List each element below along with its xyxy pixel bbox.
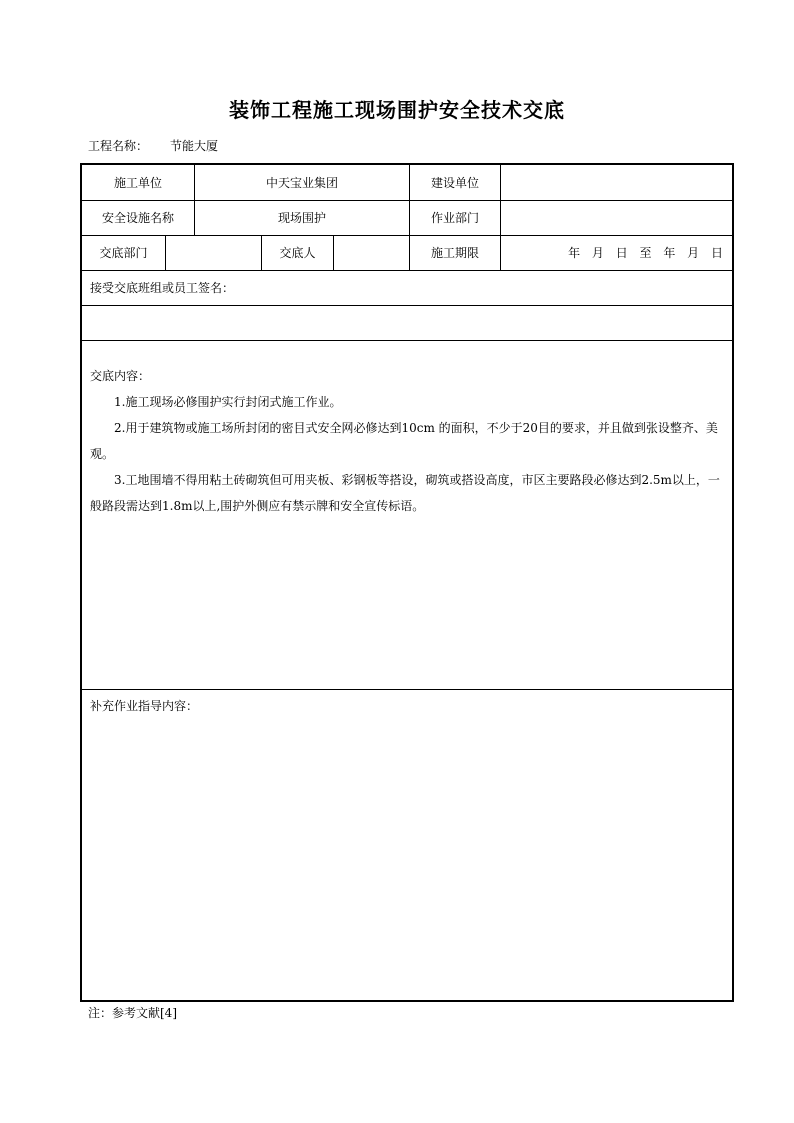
reference-note: 注：参考文献[4] xyxy=(88,1006,177,1020)
disclosure-form xyxy=(80,163,734,1002)
row-signature-label xyxy=(82,270,732,306)
project-name-label: 工程名称： xyxy=(88,139,149,153)
disclosure-item: 2.用于建筑物或施工场所封闭的密目式安全网必修达到10cm 的面积，不少于20目的要求，并且做到张设整齐、美观。 xyxy=(90,421,718,461)
project-name-line xyxy=(88,137,218,154)
discloser-label: 交底人 xyxy=(262,235,334,270)
discloser-value[interactable] xyxy=(334,235,410,270)
document-title: 装饰工程施工现场围护安全技术交底 xyxy=(229,98,565,122)
disclosure-heading: 交底内容： xyxy=(90,369,151,383)
construction-period-dates[interactable]: 年 月 日 至 年 月 日 xyxy=(568,246,724,260)
client-unit-label: 建设单位 xyxy=(410,165,501,200)
client-unit-value[interactable] xyxy=(501,165,732,200)
disclosure-item: 3.工地围墙不得用粘土砖砌筑但可用夹板、彩钢板等搭设，砌筑或搭设高度，市区主要路段必修达到2.5m以上，一般路段需达到1.8m以上,围护外侧应有禁示牌和安全宣传标语。 xyxy=(90,473,720,513)
row-construction-unit xyxy=(82,165,732,201)
facility-name-value[interactable]: 现场围护 xyxy=(195,200,410,235)
supplement-label: 补充作业指导内容： xyxy=(90,699,199,713)
disclosure-content-section xyxy=(82,340,732,690)
construction-unit-label: 施工单位 xyxy=(82,165,195,200)
work-department-label: 作业部门 xyxy=(410,200,501,235)
row-disclosure-department xyxy=(82,235,732,271)
disclosure-content xyxy=(90,363,726,519)
construction-unit-value[interactable]: 中天宝业集团 xyxy=(195,165,410,200)
work-department-value[interactable] xyxy=(501,200,732,235)
disclosure-item: 1.施工现场必修围护实行封闭式施工作业。 xyxy=(114,395,342,409)
construction-period-label: 施工期限 xyxy=(410,235,501,270)
row-facility-name xyxy=(82,200,732,236)
project-name-value: 节能大厦 xyxy=(170,139,219,153)
signature-label: 接受交底班组或员工签名： xyxy=(90,281,235,295)
disclosure-department-value[interactable] xyxy=(166,235,262,270)
supplement-section[interactable] xyxy=(82,689,732,1000)
signature-field[interactable] xyxy=(82,305,732,341)
disclosure-department-label: 交底部门 xyxy=(82,235,166,270)
facility-name-label: 安全设施名称 xyxy=(82,200,195,235)
